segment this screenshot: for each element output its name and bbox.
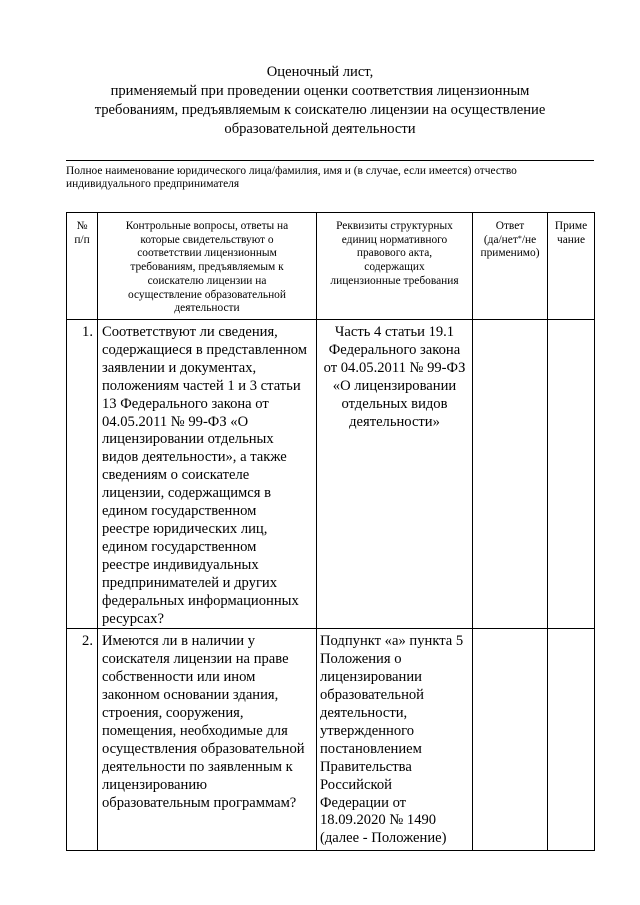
document-title: [60, 63, 580, 139]
row-number: 2.: [67, 629, 98, 851]
answer-cell[interactable]: [473, 629, 548, 851]
name-fill-line[interactable]: [66, 160, 594, 161]
row-number: 1.: [67, 320, 98, 629]
answer-cell[interactable]: [473, 320, 548, 629]
question-text: Соответствуют ли сведения, содержащиеся в представленном заявлении и документах, положениям частей 1 и 3 статьи 13 Федерального закона от 04.05.2011 № 99-ФЗ «О лицензировании отдельных видов деятельности», а также сведениям о соискателе лицензии, содержащимся в едином государственном реестре юридических лиц, едином государственном реестре индивидуальных предпринимателей и других федеральных информационных ресурсах?: [98, 320, 317, 629]
header-answer: Ответ (да/нет*/не применимо): [473, 213, 548, 320]
header-question: Контрольные вопросы, ответы на которые свидетельствуют о соответствии лицензионным требованиям, предъявляемым к соискателю лицензии на осуществление образовательной деятельности: [98, 213, 317, 320]
legal-reference: Часть 4 статьи 19.1 Федерального закона от 04.05.2011 № 99-ФЗ «О лицензировании отдельных видов деятельности»: [317, 320, 473, 629]
table-row: [67, 320, 595, 629]
title-line: применяемый при проведении оценки соответствия лицензионным: [110, 83, 530, 99]
footnote-mark: *: [517, 233, 522, 243]
title-line: образовательной деятельности: [224, 121, 416, 137]
note-cell[interactable]: [548, 629, 595, 851]
header-reference: Реквизиты структурных единиц нормативного правового акта, содержащих лицензионные требования: [317, 213, 473, 320]
header-note: Приме чание: [548, 213, 595, 320]
title-line: требованиям, предъявляемым к соискателю лицензии на осуществление: [94, 102, 546, 118]
question-text: Имеются ли в наличии у соискателя лицензии на праве собственности или ином законном основании здания, строения, сооружения, помещения, необходимые для осуществления образовательной деятельности по заявленным к лицензированию образовательным программам?: [98, 629, 317, 851]
evaluation-table: [66, 212, 595, 851]
name-field-caption: [66, 165, 606, 191]
table-row: [67, 629, 595, 851]
title-line: Оценочный лист,: [266, 64, 374, 80]
header-number: № п/п: [67, 213, 98, 320]
caption-line: Полное наименование юридического лица/фамилия, имя и (в случае, если имеется) отчество: [66, 165, 517, 177]
table-header-row: [67, 213, 595, 320]
note-cell[interactable]: [548, 320, 595, 629]
legal-reference: Подпункт «а» пункта 5 Положения о лицензировании образовательной деятельности, утвержденного постановлением Правительства Российской Федерации от 18.09.2020 № 1490 (далее - Положение): [317, 629, 473, 851]
caption-line: индивидуального предпринимателя: [66, 178, 240, 190]
